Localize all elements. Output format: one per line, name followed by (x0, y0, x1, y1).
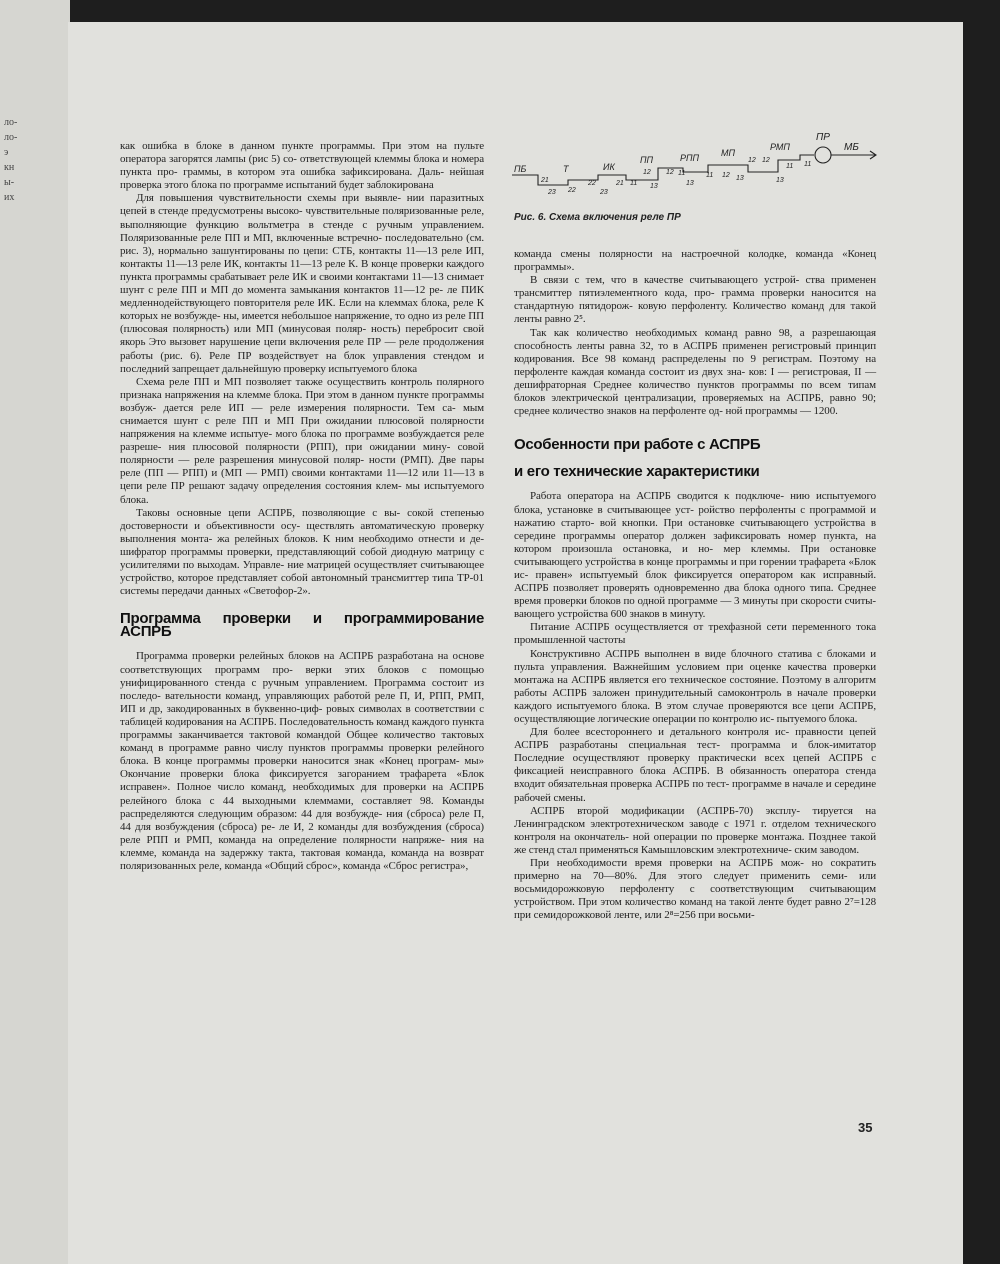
relay-label: ПП (640, 155, 654, 165)
contact-label: 11 (786, 163, 794, 170)
contact-label: 11 (804, 161, 812, 168)
contact-label: 22 (588, 180, 596, 187)
paragraph: Схема реле ПП и МП позволяет также осуществить контроль полярного признака напряжения на клемме блока. При этом в данном пункте программы возбуж- дается реле ИП — реле измерения полярности. Тем са- мым снимается шунт с реле ПП и МП При ожидании плюсовой полярности напряжения на клемме испытуе- мого блока по программе возбуждается реле разреше- ния плюсовой полярности (РПП), при ожидании мину- совой полярности — реле разрешения минусовой поляр- ности (РМП). Две пары реле (ПП — РПП) и (МП — РМП) своими контактами 11—12 или 11—13 в цепи реле ПР решают задачу определения состояния клем- мы испытуемого блока. (120, 375, 484, 506)
paragraph: Так как количество необходимых команд равно 98, а разрешающая способность ленты равна 32, то в АСПРБ применен регистровый принцип кодирования. Все 98 команд распределены по 9 регистрам. Поэтому на перфоленте каждая команда состоит из двух зна- ков: I — регистровая, II — дешифраторная Среднее количество пунктов программы по всем типам блоков электрической централизации, проверяемых на АСПРБ, равно 90; среднее количество знаков на перфоленте од- ной программы — 1200. (514, 326, 876, 418)
right-column (514, 248, 876, 923)
paragraph: Таковы основные цепи АСПРБ, позволяющие с вы- сокой степенью достоверности и объективности осу- ществлять автоматическую проверку выполнения монта- жа релейных блоков. К ним необходимо отнести и де- шифратор программы проверки, представляющий собой диодную матрицу с усилителями по выходам. Управле- ние матрицей осуществляет считывающее устройство, которое представляет собой автономный трансмиттер типа ТР-01 системы передачи данных «Светофор-2». (120, 506, 484, 598)
adjacent-page-fragments (4, 115, 17, 205)
fragment: их (4, 192, 15, 203)
paragraph: как ошибка в блоке в данном пункте программы. При этом на пульте оператора загорятся лампы (рис 5) со- ответствующей клеммы блока и номера пункта про- граммы, в котором эта ошибка зафиксирована. Даль- нейшая проверка этого блока по программе испытаний будет заблокирована (120, 140, 484, 192)
paragraph: Работа оператора на АСПРБ сводится к подключе- нию испытуемого блока, установке в считывающее уст- ройство перфоленты с программой и нажатию старто- вой кнопки. При остановке считывающего устройства в середине программы оператор должен зафиксировать номер пункта, на котором произошла остановка, и но- мер клеммы. При остановке считывающего устройства в конце программы и при горении трафарета «Блок ис- правен» испытуемый блок фиксируется оператором как исправный. АСПРБ позволяет проверять одновременно два блока одного типа. Среднее время проверки блоков по одной программе — 3 минуты при скорости считы- вающего устройства 600 знаков в минуту. (514, 490, 876, 621)
section-heading: Программа проверки и программирование АСПРБ (120, 610, 484, 641)
page-number: 35 (858, 1120, 873, 1135)
contact-label: 23 (548, 189, 556, 196)
section-heading-line: и его технические характеристики (514, 463, 760, 481)
fragment: ы- (4, 177, 15, 188)
relay-label: РМП (770, 142, 790, 152)
relay-label: ПБ (514, 164, 527, 174)
paragraph: АСПРБ второй модификации (АСПРБ-70) эксплу- тируется на Ленинградском электротехническом заводе с 1971 г. отделом технического контроля на окончатель- ной операции по проверке монтажа. Позднее такой же стенд стал применяться Камышловским электротехниче- ским заводом. (514, 804, 876, 856)
contact-label: 12 (666, 169, 674, 176)
contact-label: 11 (706, 172, 714, 179)
contact-label: 13 (686, 180, 694, 187)
paragraph: Программа проверки релейных блоков на АСПРБ разработана на основе соответствующих программ про- верки этих блоков с помощью унифицированного стенда с ручным управлением. Программа состоит из последо- вательности команд, управляющих работой реле П, И, РПП, РМП, ИП и др, закодированных в буквенно-циф- ровых символах в соответствии с таблицей кодирования на АСПРБ. Последовательность команд каждого пункта программы заканчивается тактовой командой Общее количество тактовых команд в программе равно числу пунктов программы проверки релейного блока. В конце программы проверки наносится знак «Конец програм- мы» Окончание проверки блока фиксируется загоранием трафарета «Блок исправен». Полное число команд, необходимых для проверки на АСПРБ релейного блока с 44 выходными клеммами, составляет 98. Команды распределяются следующим образом: 44 для возбужде- ния (сброса) реле П, 44 для возбуждения (сброса) ре- ле И, 2 команды для возбуждения (сброса) реле РПП и РМП, команда на определение полярности напряже- ния на клемме, команда на задержку такта, тактовая команда, команда на возврат поляризованных реле, команда «Общий сброс», команда «Сброс регистра», (120, 650, 484, 872)
relay-label: МП (721, 148, 736, 158)
relay-label: Т (563, 164, 569, 174)
figure-caption: Рис. 6. Схема включения реле ПР (514, 212, 681, 223)
paragraph: В связи с тем, что в качестве считывающего устрой- ства применен трансмиттер пятиэлементного кода, про- грамма проверки наносится на стандартную пятидорож- ковую перфоленту. Количество команд для такой ленты равно 2⁵. (514, 274, 876, 326)
contact-label: 13 (736, 175, 744, 182)
contact-label: 23 (600, 189, 608, 196)
contact-label: 21 (541, 177, 549, 184)
paragraph: команда смены полярности на настроечной колодке, команда «Конец программы». (514, 248, 876, 274)
contact-label: 21 (616, 180, 624, 187)
relay-label: РПП (680, 153, 700, 163)
fragment: ло- (4, 117, 18, 128)
paragraph: Питание АСПРБ осуществляется от трехфазной сети переменного тока промышленной частоты (514, 621, 876, 647)
left-column (120, 140, 484, 873)
section-heading (514, 436, 876, 481)
relay-label: МБ (844, 142, 859, 153)
contact-label: 13 (650, 183, 658, 190)
relay-label: ПР (816, 132, 830, 143)
fragment: ло- (4, 132, 18, 143)
paragraph: При необходимости время проверки на АСПРБ мож- но сократить примерно на 70—80%. Для этого следует применить семи- или восьмидорожковую перфоленту с соответствующим считывающим устройством. При этом количество команд на такой ленте будет равно 2⁷=128 при семидорожковой ленте, или 2⁸=256 при восьми- (514, 857, 876, 922)
relay-circuit-diagram (508, 130, 884, 200)
fragment: кн (4, 162, 15, 173)
contact-label: 12 (748, 157, 756, 164)
paragraph: Для более всестороннего и детального контроля ис- правности цепей АСПРБ разработаны специальная тест- программа и блок-имитатор Последние осуществляют проверку практически всех цепей АСПРБ с фиксацией неисправного блока АСПРБ. В обязанность оператора стенда входит обязательная проверка АСПРБ по тест- программе в начале и середине рабочей смены. (514, 726, 876, 804)
adjacent-page-strip (0, 0, 70, 1264)
contact-label: 11 (630, 180, 638, 187)
fragment: э (4, 147, 9, 158)
relay-label: ИК (603, 162, 615, 172)
paragraph: Для повышения чувствительности схемы при выявле- нии паразитных цепей в стенде предусмотрены высоко- чувствительные поляризованные реле, выполняющие функцию вольтметра в стенде с ручным управлением. Поляризованные реле ПП и МП, включенные встречно- последовательно (см. рис. 3), нормально зашунтированы по цепи: СТБ, контакты 11—13 реле ИП, контакты 11—13 реле ИК, контакты 11—13 реле К. В конце проверки каждого пункта программы срабатывает реле ИК и своими контактами 11—13 снимает шунт с реле ПП и МП до момента замыкания контактов 11—12 ре- ле ПИК медленнодействующего повторителя реле ИК. Если на клеммах блока, реле К которых не возбужде- ны, имеется небольшое напряжение, то одно из реле ПП (плюсовая полярность) или МП (минусовая поляр- ность) перебросит свой якорь Это вызовет нарушение цепи включения реле ПР — реле продолжения работы (рис. 6). Реле ПР воздействует на блок управления стендом и последний запрещает дальнейшую проверку испытуемого блока (120, 192, 484, 375)
contact-label: 12 (762, 157, 770, 164)
contact-label: 11 (678, 170, 686, 177)
section-heading-line: Особенности при работе с АСПРБ (514, 436, 761, 454)
contact-label: 12 (643, 169, 651, 176)
contact-label: 12 (722, 172, 730, 179)
paragraph: Конструктивно АСПРБ выполнен в виде блочного статива с блоками и пульта управления. Важнейшим условием при оценке качества проверки монтажа на АСПРБ является его техническое состояние. Поэтому в алгоритм работы АСПРБ заложен принудительный самоконтроль в начале проверки каждого испытуемого блока. В этом случае проверяются все цепи АСПРБ, осуществляющие логические операции по контролю ис- пытуемого блока. (514, 647, 876, 725)
contact-label: 22 (568, 187, 576, 194)
contact-label: 13 (776, 177, 784, 184)
